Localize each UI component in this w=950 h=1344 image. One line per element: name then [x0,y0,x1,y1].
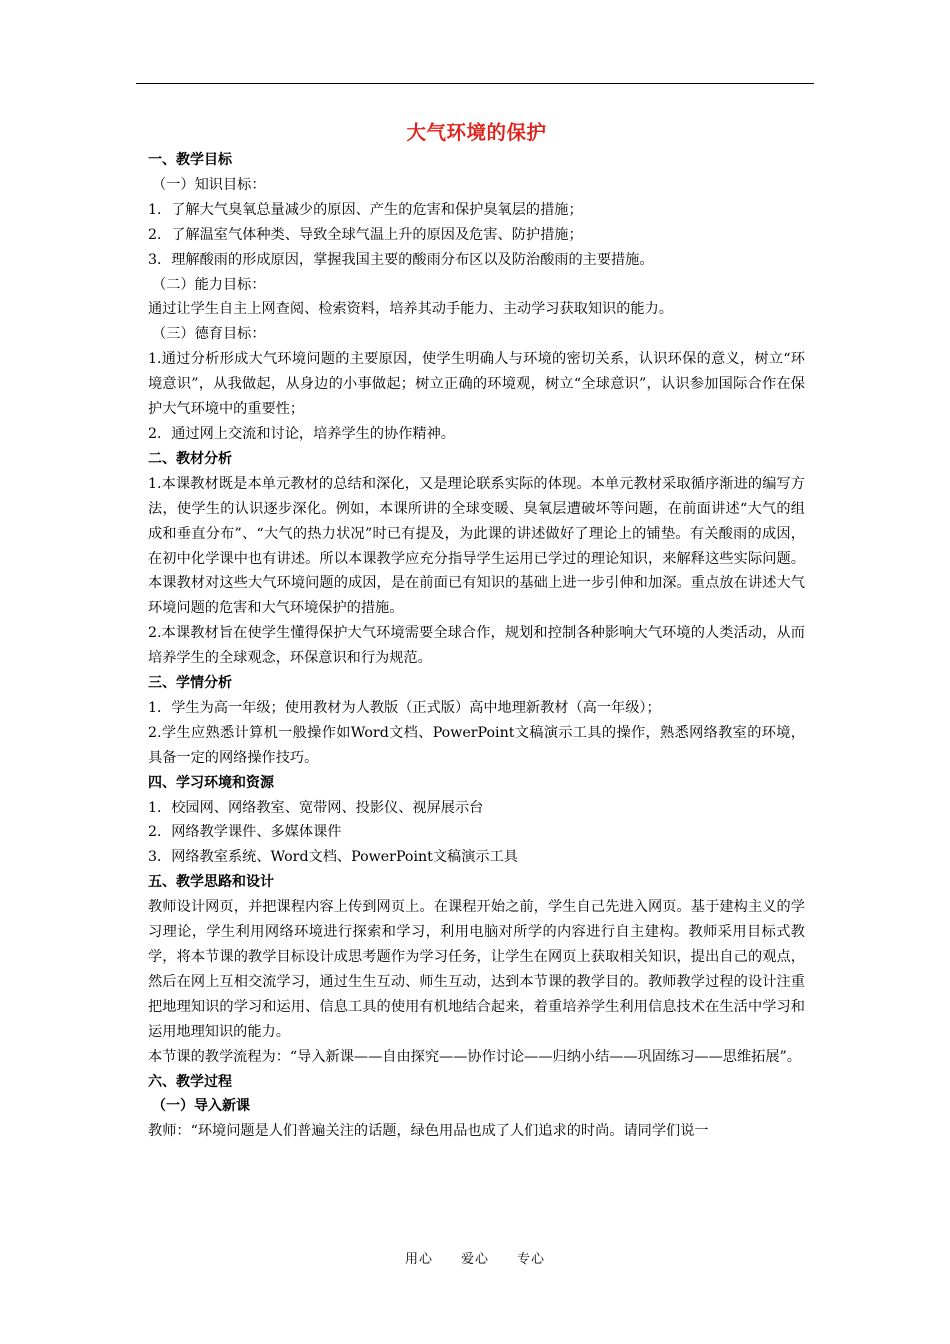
paragraph: 3．理解酸雨的形成原因，掌握我国主要的酸雨分布区以及防治酸雨的主要措施。 [148,251,654,268]
paragraph: 2．了解温室气体种类、导致全球气温上升的原因及危害、防护措施； [148,226,583,243]
paragraph: 本节课的教学流程为：“导入新课——自由探究——协作讨论——归纳小结——巩固练习——思维拓展”。 [148,1048,801,1065]
header-rule [136,83,814,84]
paragraph: 1.通过分析形成大气环境问题的主要原因，使学生明确人与环境的密切关系，认识环保的意义，树立“环境意识”，从我做起，从身边的小事做起；树立正确的环境观，树立“全球意识”，认识参加国际合作在保护大气环境中的重要性； [148,351,805,418]
section-heading-textbook: 二、教材分析 [148,450,232,467]
subheading-moral: （三）德育目标： [152,326,266,343]
section-heading-objectives: 一、教学目标 [148,152,232,168]
paragraph: 教师设计网页，并把课程内容上传到网页上。在课程开始之前，学生自己先进入网页。基于建构主义的学习理论，学生利用网络环境进行探索和学习，利用电脑对所学的内容进行自主建构。教师采用目标式教学，将本节课的教学目标设计成思考题作为学习任务，让学生在网页上获取相关知识，提出自己的观点，然后在网上互相交流学习，通过生生互动、师生互动，达到本节课的教学目的。教师教学过程的设计注重把地理知识的学习和运用、信息工具的使用有机地结合起来，着重培养学生利用信息技术在生活中学习和运用地理知识的能力。 [148,899,805,1040]
subheading-intro: （一）导入新课 [152,1098,250,1115]
paragraph: 1.本课教材既是本单元教材的总结和深化，又是理论联系实际的体现。本单元教材采取循序渐进的编写方法，使学生的认识逐步深化。例如，本课所讲的全球变暖、臭氧层遭破坏等问题，在前面讲述“大气的组成和垂直分布”、“大气的热力状况”时已有提及，为此课的讲述做好了理论上的铺垫。有关酸雨的成因，在初中化学课中也有讲述。所以本课教学应充分指导学生运用已学过的理论知识，来解释这些实际问题。本课教材对这些大气环境问题的成因，是在前面已有知识的基础上进一步引伸和加深。重点放在讲述大气环境问题的危害和大气环境保护的措施。 [148,475,805,617]
subheading-ability: （二）能力目标： [152,276,266,293]
section-heading-process: 六、教学过程 [148,1073,232,1090]
page-footer: 用心 爱心 专心 [404,1252,545,1267]
paragraph: 2．通过网上交流和讨论，培养学生的协作精神。 [148,425,455,442]
paragraph: 教师：“环境问题是人们普遍关注的话题，绿色用品也成了人们追求的时尚。请同学们说一 [148,1123,709,1140]
subheading-knowledge: （一）知识目标： [152,176,266,193]
paragraph: 3．网络教室系统、Word文档、PowerPoint文稿演示工具 [148,849,518,866]
section-heading-design: 五、教学思路和设计 [148,874,274,891]
paragraph: 1．校园网、网络教室、宽带网、投影仪、视屏展示台 [148,799,484,816]
document-title: 大气环境的保护 [406,121,547,144]
paragraph: 2.学生应熟悉计算机一般操作如Word文档、PowerPoint文稿演示工具的操作，熟悉网络教室的环境，具备一定的网络操作技巧。 [148,724,805,766]
paragraph: 通过让学生自主上网查阅、检索资料，培养其动手能力、主动学习获取知识的能力。 [148,301,673,318]
document-body [148,118,805,1144]
section-heading-resources: 四、学习环境和资源 [148,774,274,791]
paragraph: 2．网络教学课件、多媒体课件 [148,824,342,841]
paragraph: 2.本课教材旨在使学生懂得保护大气环境需要全球合作，规划和控制各种影响大气环境的人类活动，从而培养学生的全球观念，环保意识和行为规范。 [148,625,805,667]
section-heading-students: 三、学情分析 [148,675,232,692]
paragraph: 1．了解大气臭氧总量减少的原因、产生的危害和保护臭氧层的措施； [148,201,583,218]
paragraph: 1．学生为高一年级；使用教材为人教版（正式版）高中地理新教材（高一年级）； [148,699,661,716]
